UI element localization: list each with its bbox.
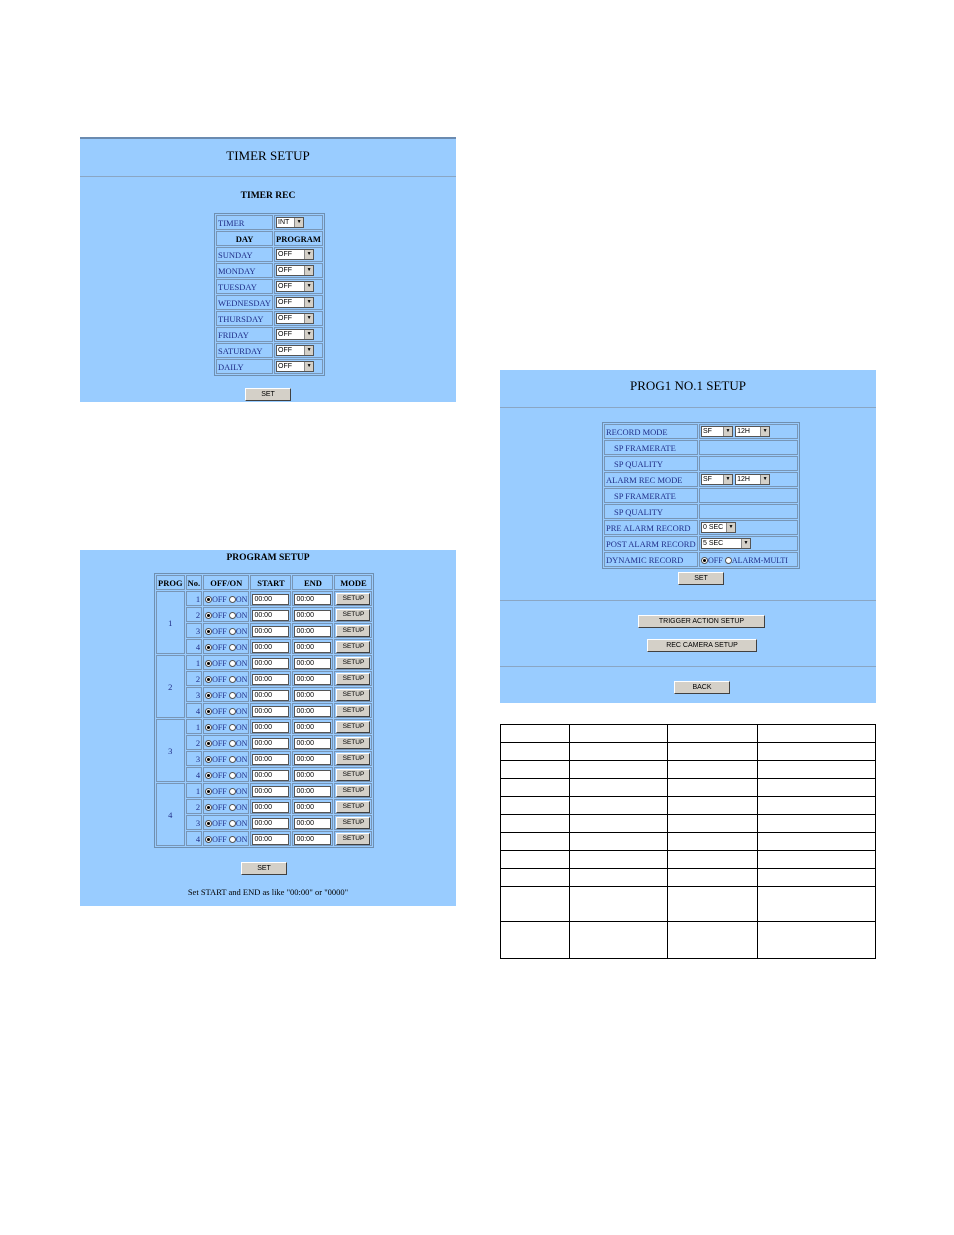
table-cell [570, 797, 668, 815]
timer-label: TIMER [216, 215, 273, 230]
table-row: 1 1 OFF ON 00:00 00:00 SETUP [156, 591, 372, 606]
table-row: 3 OFF ON 00:00 00:00 SETUP [156, 751, 372, 766]
end-input[interactable]: 00:00 [294, 674, 331, 685]
start-input[interactable]: 00:00 [252, 642, 289, 653]
end-input[interactable]: 00:00 [294, 754, 331, 765]
row-number: 3 [186, 751, 203, 766]
table-row: 4 1 OFF ON 00:00 00:00 SETUP [156, 783, 372, 798]
col-day: DAY [216, 231, 273, 246]
table-cell [570, 922, 668, 959]
row-number: 2 [186, 671, 203, 686]
program-setup-title: PROGRAM SETUP [226, 553, 310, 563]
pre-alarm-label: PRE ALARM RECORD [604, 520, 698, 535]
mode-setup-button[interactable]: SETUP [336, 753, 370, 765]
chevron-down-icon: ▼ [304, 362, 313, 371]
start-input[interactable]: 00:00 [252, 690, 289, 701]
timer-table [214, 213, 325, 376]
alarm-sp-framerate-label: SP FRAMERATE [604, 488, 698, 503]
table-cell [501, 797, 570, 815]
table-row: 3 OFF ON 00:00 00:00 SETUP [156, 687, 372, 702]
table-cell [501, 833, 570, 851]
start-input[interactable]: 00:00 [252, 802, 289, 813]
table-cell [667, 743, 757, 761]
table-cell [757, 815, 875, 833]
timer-setup-title: TIMER SETUP [226, 148, 310, 163]
on-radio[interactable] [229, 804, 236, 811]
chevron-down-icon: ▼ [760, 475, 769, 484]
table-row [501, 815, 876, 833]
table-cell [501, 815, 570, 833]
end-input[interactable]: 00:00 [294, 834, 331, 845]
post-alarm-label: POST ALARM RECORD [604, 536, 698, 551]
table-row: 2 OFF ON 00:00 00:00 SETUP [156, 671, 372, 686]
table-cell [570, 743, 668, 761]
table-cell [570, 869, 668, 887]
table-cell [501, 869, 570, 887]
row-number: 1 [186, 719, 203, 734]
table-cell [570, 851, 668, 869]
end-input[interactable]: 00:00 [294, 786, 331, 797]
chevron-down-icon: ▼ [304, 282, 313, 291]
on-radio[interactable] [229, 596, 236, 603]
empty-table [500, 724, 876, 959]
chevron-down-icon: ▼ [304, 346, 313, 355]
end-input[interactable]: 00:00 [294, 690, 331, 701]
day-row [216, 279, 323, 294]
day-label: MONDAY [216, 263, 273, 278]
table-row [501, 725, 876, 743]
divider [500, 666, 876, 667]
table-row: 4 OFF ON 00:00 00:00 SETUP [156, 639, 372, 654]
alarm-rec-mode-time-select[interactable]: 12H ▼ [735, 474, 770, 485]
table-cell [501, 851, 570, 869]
day-program-select[interactable]: OFF ▼ [276, 281, 314, 292]
sp-framerate-label: SP FRAMERATE [604, 440, 698, 455]
chevron-down-icon: ▼ [304, 330, 313, 339]
chevron-down-icon: ▼ [304, 250, 313, 259]
col-header: START [250, 575, 291, 590]
row-number: 1 [186, 591, 203, 606]
mode-setup-button[interactable]: SETUP [336, 785, 370, 797]
table-row: 3 OFF ON 00:00 00:00 SETUP [156, 623, 372, 638]
col-program: PROGRAM [274, 231, 323, 246]
mode-setup-button[interactable]: SETUP [336, 817, 370, 829]
on-radio[interactable] [229, 724, 236, 731]
table-row: 2 OFF ON 00:00 00:00 SETUP [156, 607, 372, 622]
on-radio[interactable] [229, 788, 236, 795]
end-input[interactable]: 00:00 [294, 722, 331, 733]
table-row [501, 922, 876, 959]
pre-alarm-select[interactable]: 0 SEC ▼ [701, 522, 736, 533]
start-input[interactable]: 00:00 [252, 610, 289, 621]
table-cell [667, 869, 757, 887]
row-number: 3 [186, 687, 203, 702]
program-setup-panel [80, 550, 456, 906]
start-input[interactable]: 00:00 [252, 738, 289, 749]
on-radio[interactable] [229, 836, 236, 843]
on-radio[interactable] [229, 692, 236, 699]
table-cell [757, 761, 875, 779]
row-number: 2 [186, 607, 203, 622]
start-input[interactable]: 00:00 [252, 770, 289, 781]
table-row: 4 OFF ON 00:00 00:00 SETUP [156, 703, 372, 718]
timer-rec-subtitle: TIMER REC [240, 191, 296, 201]
on-radio[interactable] [229, 820, 236, 827]
day-row [216, 295, 323, 310]
mode-setup-button[interactable]: SETUP [336, 737, 370, 749]
day-program-select[interactable]: OFF ▼ [276, 361, 314, 372]
day-label: FRIDAY [216, 327, 273, 342]
mode-setup-button[interactable]: SETUP [336, 833, 370, 845]
table-cell [667, 815, 757, 833]
table-cell [570, 887, 668, 922]
table-cell [570, 725, 668, 743]
table-cell [570, 761, 668, 779]
start-input[interactable]: 00:00 [252, 834, 289, 845]
table-cell [757, 797, 875, 815]
record-mode-select[interactable]: SF ▼ [701, 426, 733, 437]
trigger-action-setup-button[interactable]: TRIGGER ACTION SETUP [638, 615, 765, 628]
post-alarm-select[interactable]: 5 SEC ▼ [701, 538, 751, 549]
table-row: 2 OFF ON 00:00 00:00 SETUP [156, 799, 372, 814]
start-input[interactable]: 00:00 [252, 754, 289, 765]
day-label: TUESDAY [216, 279, 273, 294]
table-cell [757, 779, 875, 797]
mode-setup-button[interactable]: SETUP [336, 593, 370, 605]
row-number: 4 [186, 831, 203, 846]
row-number: 4 [186, 639, 203, 654]
chevron-down-icon: ▼ [726, 523, 735, 532]
day-label: THURSDAY [216, 311, 273, 326]
table-row: 3 OFF ON 00:00 00:00 SETUP [156, 815, 372, 830]
chevron-down-icon: ▼ [741, 539, 750, 548]
day-row [216, 359, 323, 374]
end-input[interactable]: 00:00 [294, 594, 331, 605]
row-number: 4 [186, 703, 203, 718]
chevron-down-icon: ▼ [723, 427, 732, 436]
prog1-set-button[interactable]: SET [678, 572, 724, 585]
start-input[interactable]: 00:00 [252, 594, 289, 605]
end-input[interactable]: 00:00 [294, 706, 331, 717]
row-number: 4 [186, 767, 203, 782]
table-row [501, 869, 876, 887]
table-cell [667, 779, 757, 797]
on-radio[interactable] [229, 644, 236, 651]
row-number: 2 [186, 799, 203, 814]
chevron-down-icon: ▼ [304, 314, 313, 323]
table-cell [667, 833, 757, 851]
day-program-select[interactable]: OFF ▼ [276, 249, 314, 260]
day-row [216, 263, 323, 278]
divider [500, 600, 876, 601]
day-row [216, 247, 323, 262]
chevron-down-icon: ▼ [294, 218, 303, 227]
dynamic-record-label: DYNAMIC RECORD [604, 552, 698, 567]
divider [80, 176, 456, 177]
on-radio[interactable] [229, 772, 236, 779]
table-row [501, 743, 876, 761]
table-row: 2 OFF ON 00:00 00:00 SETUP [156, 735, 372, 750]
table-row: 2 1 OFF ON 00:00 00:00 SETUP [156, 655, 372, 670]
end-input[interactable]: 00:00 [294, 642, 331, 653]
record-mode-time-select[interactable]: 12H ▼ [735, 426, 770, 437]
row-number: 1 [186, 783, 203, 798]
program-note: Set START and END as like "00:00" or "0000" [187, 887, 349, 897]
mode-setup-button[interactable]: SETUP [336, 657, 370, 669]
table-cell [667, 725, 757, 743]
table-cell [667, 797, 757, 815]
col-header: OFF/ON [203, 575, 249, 590]
program-table [154, 573, 374, 848]
end-input[interactable]: 00:00 [294, 738, 331, 749]
alarm-rec-mode-label: ALARM REC MODE [604, 472, 698, 487]
table-cell [501, 779, 570, 797]
prog1-setup-panel [500, 370, 876, 703]
start-input[interactable]: 00:00 [252, 706, 289, 717]
table-cell [570, 833, 668, 851]
mode-setup-button[interactable]: SETUP [336, 705, 370, 717]
table-cell [757, 833, 875, 851]
table-cell [667, 851, 757, 869]
on-radio[interactable] [229, 612, 236, 619]
divider [500, 407, 876, 408]
program-set-button[interactable]: SET [241, 862, 287, 875]
table-row [501, 833, 876, 851]
end-input[interactable]: 00:00 [294, 626, 331, 637]
table-cell [757, 743, 875, 761]
day-program-select[interactable]: OFF ▼ [276, 297, 314, 308]
day-label: SATURDAY [216, 343, 273, 358]
mode-setup-button[interactable]: SETUP [336, 609, 370, 621]
table-row [501, 887, 876, 922]
on-radio[interactable] [229, 756, 236, 763]
table-cell [757, 887, 875, 922]
day-row [216, 311, 323, 326]
mode-setup-button[interactable]: SETUP [336, 769, 370, 781]
on-radio[interactable] [229, 708, 236, 715]
rec-camera-setup-button[interactable]: REC CAMERA SETUP [647, 639, 757, 652]
mode-setup-button[interactable]: SETUP [336, 625, 370, 637]
sp-quality-label: SP QUALITY [604, 456, 698, 471]
start-input[interactable]: 00:00 [252, 818, 289, 829]
table-cell [501, 743, 570, 761]
table-cell [667, 887, 757, 922]
chevron-down-icon: ▼ [760, 427, 769, 436]
table-row: 4 OFF ON 00:00 00:00 SETUP [156, 767, 372, 782]
chevron-down-icon: ▼ [723, 475, 732, 484]
end-input[interactable]: 00:00 [294, 610, 331, 621]
mode-setup-button[interactable]: SETUP [336, 641, 370, 653]
table-row: 4 OFF ON 00:00 00:00 SETUP [156, 831, 372, 846]
day-label: WEDNESDAY [216, 295, 273, 310]
prog-number: 4 [156, 783, 185, 846]
mode-setup-button[interactable]: SETUP [336, 801, 370, 813]
table-cell [501, 922, 570, 959]
timer-select[interactable]: INT ▼ [276, 217, 304, 228]
end-input[interactable]: 00:00 [294, 658, 331, 669]
col-header: END [292, 575, 333, 590]
day-label: SUNDAY [216, 247, 273, 262]
mode-setup-button[interactable]: SETUP [336, 721, 370, 733]
prog-number: 2 [156, 655, 185, 718]
row-number: 2 [186, 735, 203, 750]
table-cell [570, 815, 668, 833]
dynamic-alarm-multi-radio[interactable] [725, 557, 732, 564]
prog-number: 3 [156, 719, 185, 782]
col-header: MODE [334, 575, 372, 590]
table-row [501, 779, 876, 797]
day-program-select[interactable]: OFF ▼ [276, 329, 314, 340]
prog1-setup-table: RECORD MODE SF ▼ 12H ▼ SP FRAMERATE SP QUALITY ALARM REC MODE SF ▼ 12H ▼ SP FRAMERATE SP QUALITY PRE ALARM RECORD 0 SEC ▼ POST ALARM RECORD 5 SEC ▼ DYNAMIC RECORD OFF ALARM-MULTI [602, 422, 800, 569]
end-input[interactable]: 00:00 [294, 802, 331, 813]
table-row [501, 761, 876, 779]
row-number: 3 [186, 623, 203, 638]
day-program-select[interactable]: OFF ▼ [276, 265, 314, 276]
timer-setup-panel [80, 137, 456, 402]
table-cell [501, 887, 570, 922]
table-cell [501, 761, 570, 779]
table-row [501, 797, 876, 815]
mode-setup-button[interactable]: SETUP [336, 673, 370, 685]
table-cell [757, 869, 875, 887]
start-input[interactable]: 00:00 [252, 658, 289, 669]
day-label: DAILY [216, 359, 273, 374]
row-number: 3 [186, 815, 203, 830]
start-input[interactable]: 00:00 [252, 674, 289, 685]
table-cell [570, 779, 668, 797]
chevron-down-icon: ▼ [304, 266, 313, 275]
start-input[interactable]: 00:00 [252, 786, 289, 797]
on-radio[interactable] [229, 740, 236, 747]
start-input[interactable]: 00:00 [252, 626, 289, 637]
table-cell [757, 725, 875, 743]
alarm-rec-mode-select[interactable]: SF ▼ [701, 474, 733, 485]
col-header: No. [186, 575, 203, 590]
col-header: PROG [156, 575, 185, 590]
on-radio[interactable] [229, 676, 236, 683]
table-cell [667, 922, 757, 959]
mode-setup-button[interactable]: SETUP [336, 689, 370, 701]
day-row [216, 343, 323, 358]
day-program-select[interactable]: OFF ▼ [276, 345, 314, 356]
on-radio[interactable] [229, 628, 236, 635]
record-mode-label: RECORD MODE [604, 424, 698, 439]
table-cell [757, 851, 875, 869]
day-program-select[interactable]: OFF ▼ [276, 313, 314, 324]
prog1-setup-title: PROG1 NO.1 SETUP [630, 378, 746, 393]
prog-number: 1 [156, 591, 185, 654]
dynamic-off-radio[interactable] [701, 557, 708, 564]
table-cell [757, 922, 875, 959]
row-number: 1 [186, 655, 203, 670]
chevron-down-icon: ▼ [304, 298, 313, 307]
table-cell [501, 725, 570, 743]
table-row: 3 1 OFF ON 00:00 00:00 SETUP [156, 719, 372, 734]
alarm-sp-quality-label: SP QUALITY [604, 504, 698, 519]
back-button[interactable]: BACK [674, 681, 730, 694]
timer-set-button[interactable]: SET [245, 388, 291, 401]
table-row [501, 851, 876, 869]
start-input[interactable]: 00:00 [252, 722, 289, 733]
end-input[interactable]: 00:00 [294, 818, 331, 829]
table-cell [667, 761, 757, 779]
day-row [216, 327, 323, 342]
on-radio[interactable] [229, 660, 236, 667]
end-input[interactable]: 00:00 [294, 770, 331, 781]
